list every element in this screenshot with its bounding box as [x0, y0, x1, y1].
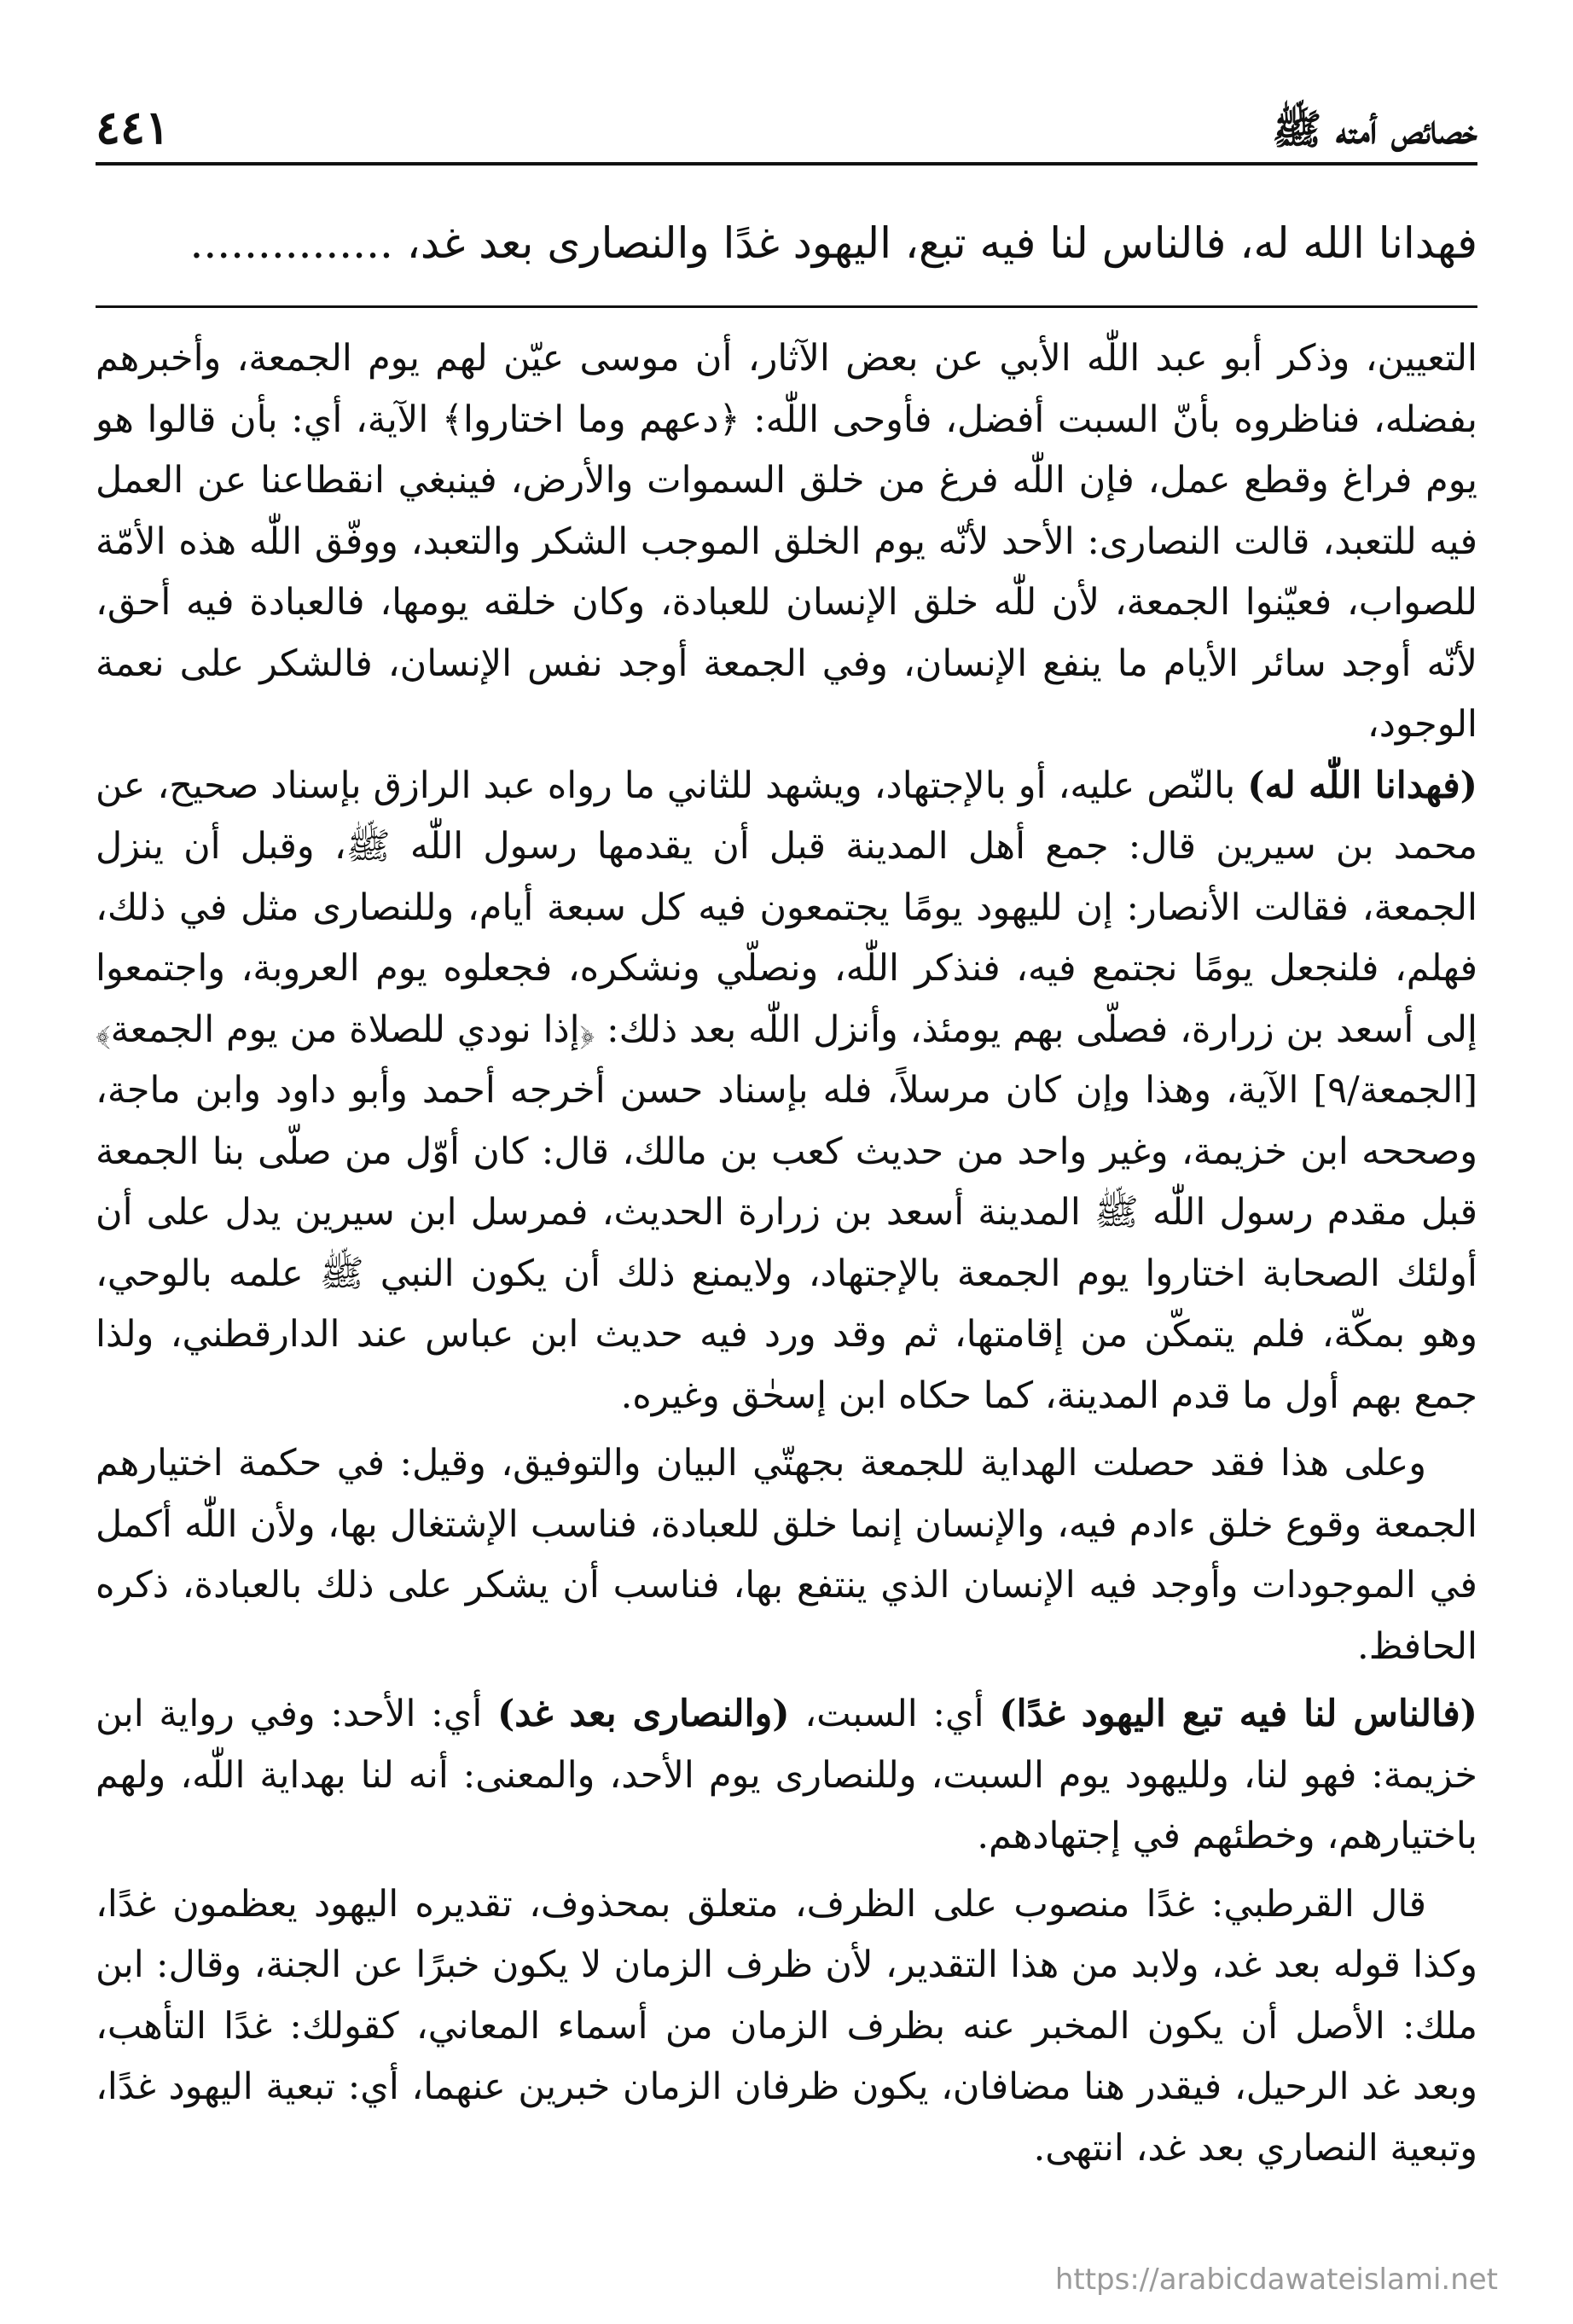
commentary-body: [96, 328, 1477, 2179]
quoted-phrase: (فهدانا اللّٰه له): [1247, 764, 1477, 807]
page-header: [96, 78, 1477, 155]
commentary-paragraph-4: [96, 1684, 1477, 1868]
commentary-paragraph-2: [96, 756, 1477, 1427]
paragraph-text: أي: السبت،: [789, 1693, 1000, 1735]
matn-divider: [96, 305, 1477, 308]
quoted-phrase: (فالناس لنا فيه تبع اليهود غدًا): [999, 1693, 1478, 1735]
paragraph-text: أي: الأحد: وفي رواية ابن خزيمة: فهو لنا، ولليهود يوم السبت، وللنصارى يوم الأحد، والمعنى: أنه لنا بهداية اللّٰه، ولهم باختيارهم، وخطئهم في إجتهادهم.: [96, 1693, 1477, 1857]
chapter-title: خصائص أمته ﷺ: [1272, 106, 1477, 154]
page-number: ٤٤١: [96, 100, 171, 155]
quoted-phrase: (والنصارى بعد غد): [496, 1693, 790, 1735]
header-divider: [96, 162, 1477, 166]
hadith-text: فهدانا الله له، فالناس لنا فيه تبع، اليهود غدًا والنصارى بعد غد، ...............: [189, 218, 1477, 268]
commentary-paragraph-1: التعيين، وذكر أبو عبد اللّٰه الأبي عن بعض الآثار، أن موسى عيّن لهم يوم الجمعة، وأخبرهم بفضله، فناظروه بأنّ السبت أفضل، فأوحى اللّٰه: ﴿دعهم وما اختاروا﴾ الآية، أي: بأن قالوا هو يوم فراغ وقطع عمل، فإن اللّٰه فرغ من خلق السموات والأرض، فينبغي انقطاعنا عن العمل فيه للتعبد، قالت النصارى: الأحد لأنّه يوم الخلق الموجب الشكر والتعبد، ووفّق اللّٰه هذه الأمّة للصواب، فعيّنوا الجمعة، لأن للّٰه خلق الإنسان للعبادة، وكان خلقه يومها، فالعبادة فيه أحق، لأنّه أوجد سائر الأيام ما ينفع الإنسان، وفي الجمعة أوجد نفس الإنسان، فالشكر على نعمة الوجود،: [96, 337, 1478, 746]
paragraph-text: بالنّص عليه، أو بالإجتهاد، ويشهد للثاني ما رواه عبد الرازق بإسناد صحيح، عن محمد بن سيرين قال: جمع أهل المدينة قبل أن يقدمها رسول اللّٰه ﷺ، وقبل أن ينزل الجمعة، فقالت الأنصار: إن لليهود يومًا يجتمعون فيه كل سبعة أيام، وللنصارى مثل في ذلك، فهلم، فلنجعل يومًا نجتمع فيه، فنذكر اللّٰه، ونصلّي ونشكره، فجعلوه يوم العروبة، واجتمعوا إلى أسعد بن زرارة، فصلّى بهم يومئذ، وأنزل اللّٰه بعد ذلك: ﴿إذا نودي للصلاة من يوم الجمعة﴾ [الجمعة/٩] الآية، وهذا وإن كان مرسلاً، فله بإسناد حسن أخرجه أحمد وأبو داود وابن ماجة، وصححه ابن خزيمة، وغير واحد من حديث كعب بن مالك، قال: كان أوّل من صلّى بنا الجمعة قبل مقدم رسول اللّٰه ﷺ المدينة أسعد بن زرارة الحديث، فمرسل ابن سيرين يدل على أن أولئك الصحابة اختاروا يوم الجمعة بالإجتهاد، ولايمنع ذلك أن يكون النبي ﷺ علمه بالوحي، وهو بمكّة، فلم يتمكّن من إقامتها، ثم وقد ورد فيه حديث ابن عباس عند الدارقطني، ولذا جمع بهم أول ما قدم المدينة، كما حكاه ابن إسحٰق وغيره.: [96, 764, 1477, 1417]
commentary-paragraph-3: وعلى هذا فقد حصلت الهداية للجمعة بجهتّي البيان والتوفيق، وقيل: في حكمة اختيارهم الجمعة وقوع خلق ءادم فيه، والإنسان إنما خلق للعبادة، فناسب الإشتغال بها، ولأن اللّٰه أكمل في الموجودات وأوجد فيه الإنسان الذي ينتفع بها، فناسب أن يشكر على ذلك بالعبادة، ذكره الحافظ.: [96, 1442, 1477, 1668]
commentary-paragraph-5: قال القرطبي: غدًا منصوب على الظرف، متعلق بمحذوف، تقديره اليهود يعظمون غدًا، وكذا قوله بعد غد، ولابد من هذا التقدير، لأن ظرف الزمان لا يكون خبرًا عن الجنة، وقال: ابن ملك: الأصل أن يكون المخبر عنه بظرف الزمان من أسماء المعاني، كقولك: غدًا التأهب، وبعد غد الرحيل، فيقدر هنا مضافان، يكون ظرفان الزمان خبرين عنهما، أي: تبعية اليهود غدًا، وتبعية النصاري بعد غد، انتهى.: [96, 1882, 1477, 2170]
website-watermark: https://arabicdawateislami.net: [1054, 2263, 1498, 2297]
